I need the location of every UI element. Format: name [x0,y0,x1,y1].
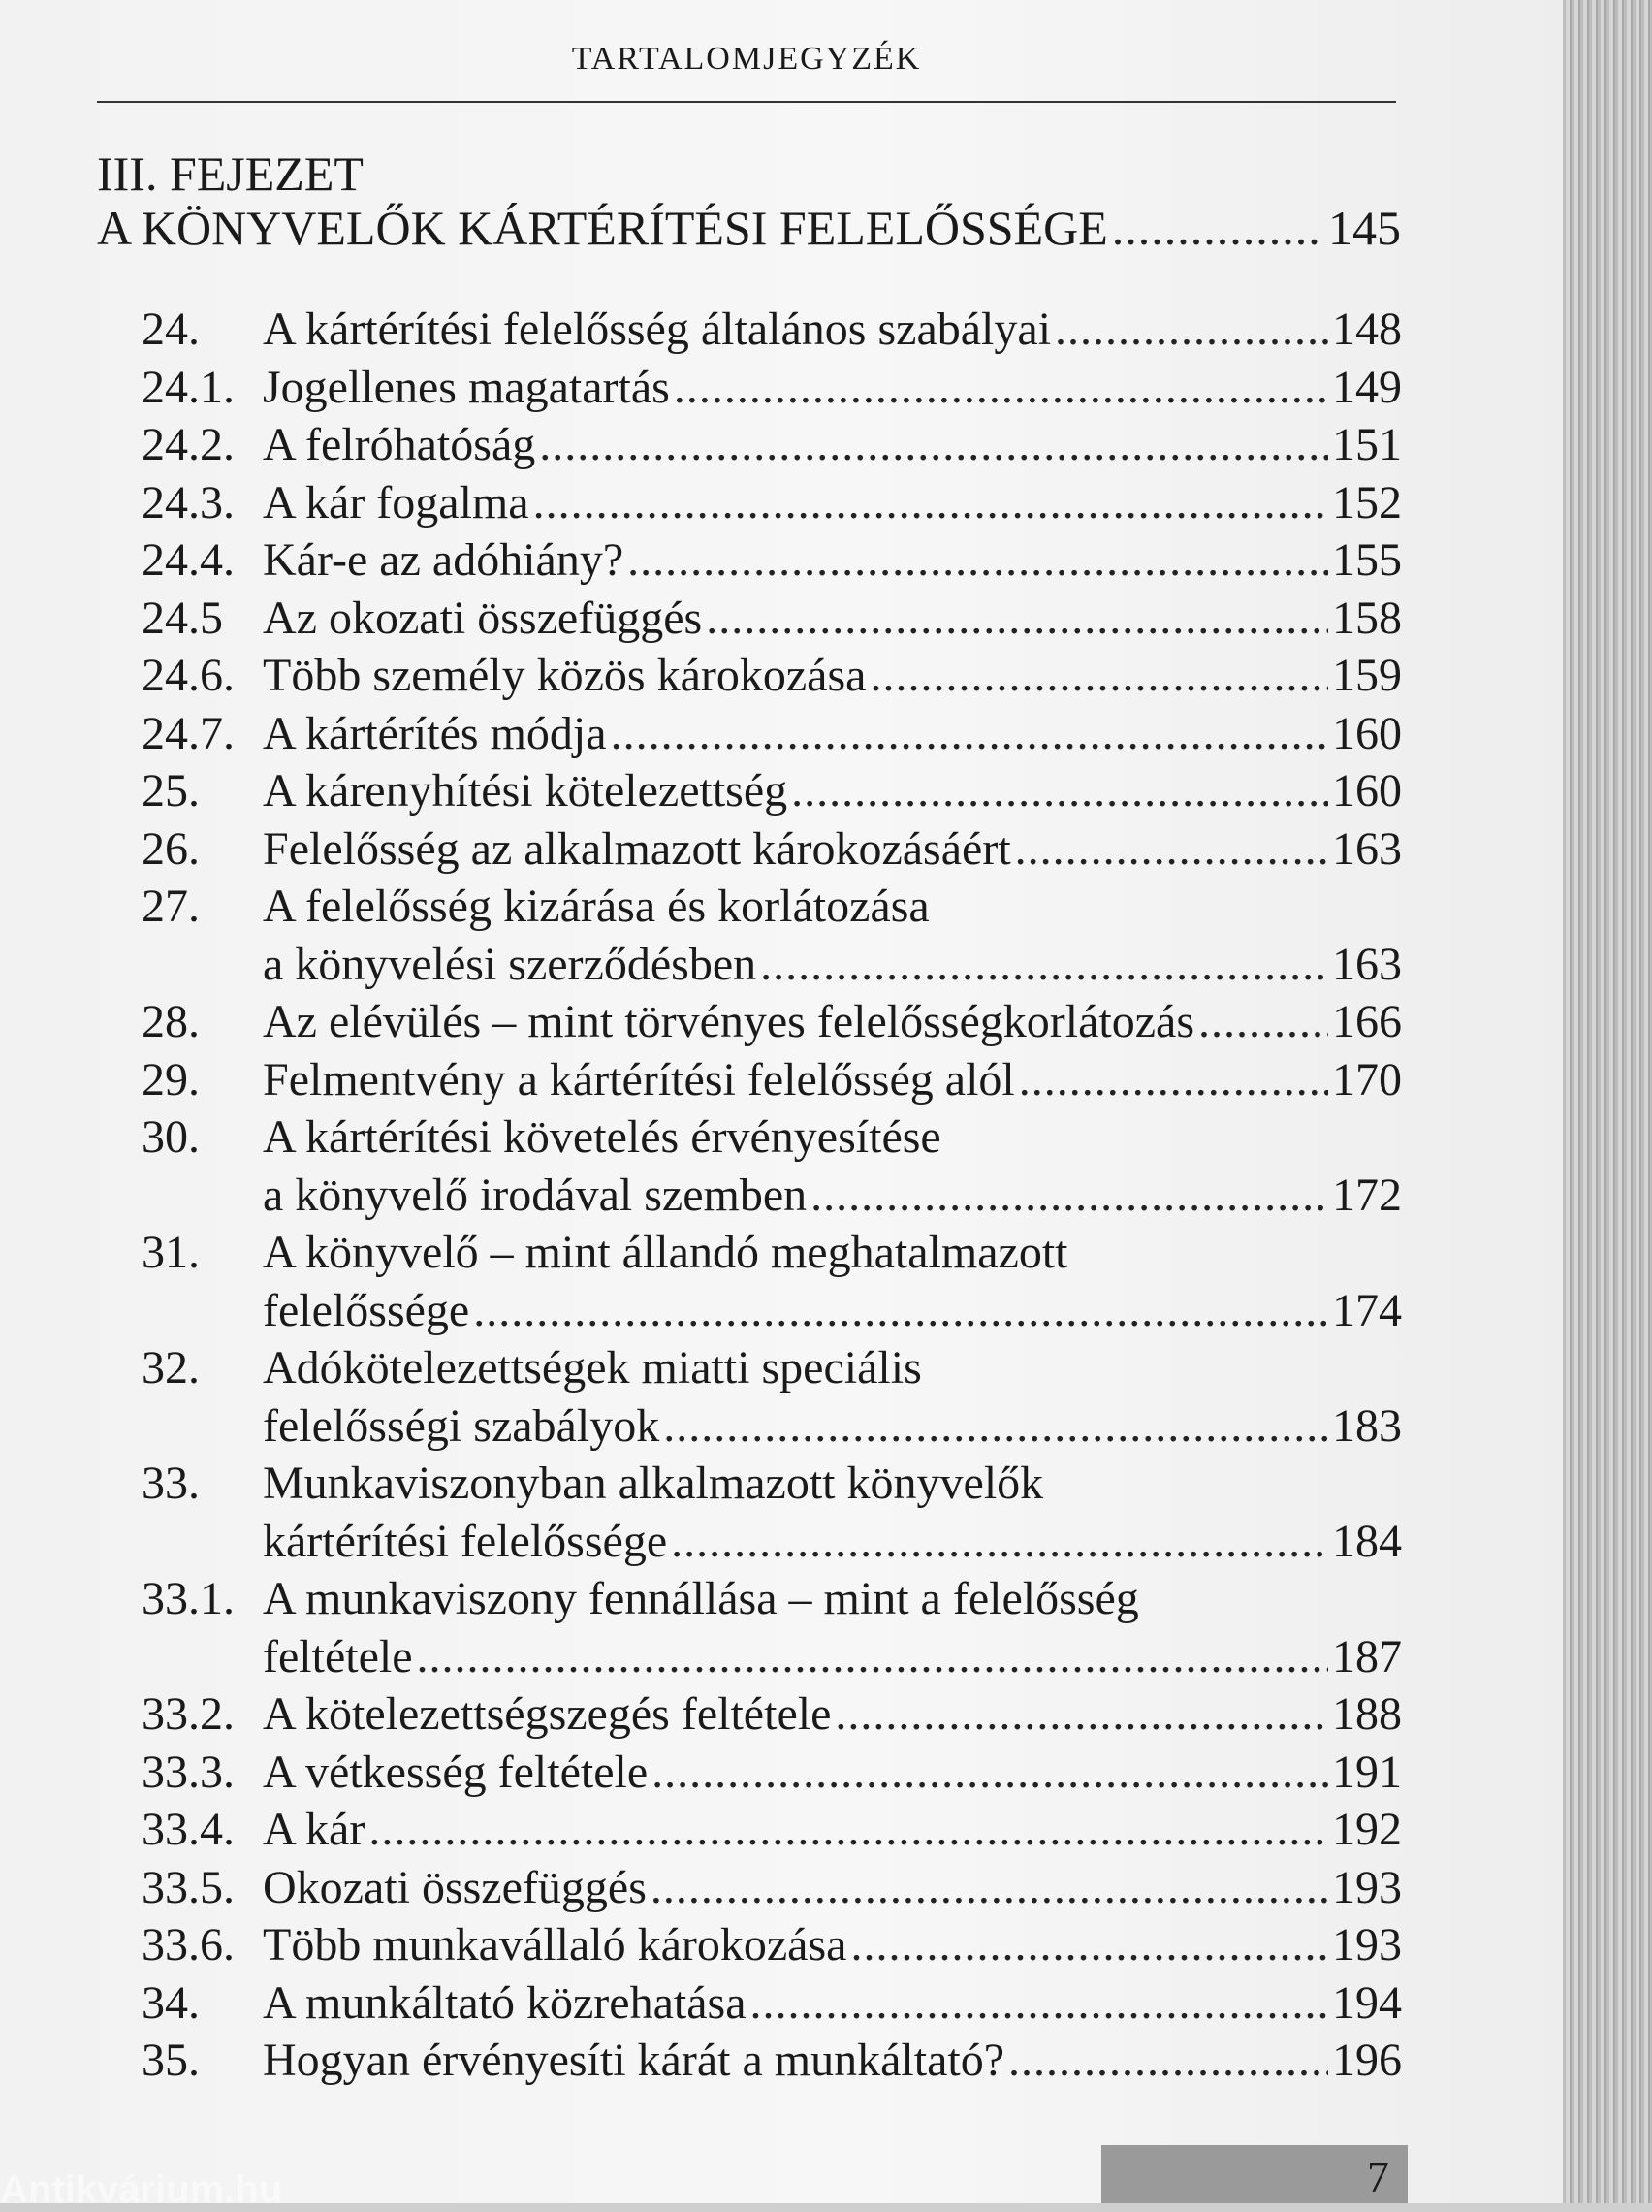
toc-entry-line [263,1974,1402,2033]
toc-entry-number: 30. [142,1111,200,1163]
toc-entry-title: Munkaviszonyban alkalmazott könyvelők [263,1458,1044,1509]
toc-entry [142,1801,1402,1859]
toc-entry-line [263,416,1402,474]
dot-leader [417,1628,1328,1686]
toc-entry-line [263,1051,1402,1109]
toc-entry-line [263,301,1402,359]
toc-entry [142,474,1402,532]
dot-leader [1015,820,1328,879]
toc-entry-line [263,1859,1402,1917]
toc-entry-line [263,2032,1402,2090]
toc-entry-line [263,1685,1402,1744]
toc-entry [142,705,1402,763]
toc-entry-page-number: 194 [1332,1977,1402,2029]
toc-entry-number: 24.7. [142,708,235,759]
toc-entry-title: Hogyan érvényesíti kárát a munkáltató? [263,2035,1005,2086]
toc-entry-number: 24.5 [142,593,223,644]
toc-entry-line [263,878,1402,936]
toc-entry-line [263,474,1402,532]
toc-entry [142,416,1402,474]
page-edges [1563,0,1652,2203]
toc-entry-number: 32. [142,1342,200,1394]
toc-entry-number: 29. [142,1054,200,1106]
toc-entry-page-number: 187 [1332,1631,1402,1683]
toc-entry-number: 33.4. [142,1804,235,1855]
chapter-page-number: 145 [1328,201,1401,255]
toc-entry-page-number: 183 [1332,1400,1402,1452]
toc-entry-line [263,1513,1402,1571]
toc-entry [142,1051,1402,1109]
toc-entry-number: 33.1. [142,1573,235,1624]
dot-leader [870,647,1328,705]
footer-page-number: 7 [1367,2152,1389,2201]
chapter-label: III. FEJEZET [97,146,364,201]
toc-entry [142,647,1402,705]
toc-entry [142,590,1402,648]
dot-leader [850,1916,1328,1974]
toc-entry [142,1108,1402,1224]
toc-entry-title: A kártérítési felelősség általános szabályai [263,304,1052,355]
toc-entry-page-number: 170 [1332,1054,1402,1106]
dot-leader [1198,993,1328,1051]
toc-entry-number: 24.3. [142,477,235,529]
dot-leader [791,762,1328,820]
toc-entry-page-number: 155 [1332,534,1402,586]
toc-entry-page-number: 191 [1332,1747,1402,1798]
toc-entry [142,1744,1402,1802]
dot-leader [810,1167,1328,1225]
dot-leader [1008,2032,1328,2090]
toc-entry-number: 33.3. [142,1747,235,1798]
dot-leader [651,1859,1328,1917]
toc-entry-line [263,1108,1402,1167]
toc-entry-title: A kötelezettségszegés feltétele [263,1688,832,1740]
dot-leader [651,1744,1328,1802]
footer-page-box [1101,2145,1408,2203]
toc-entry-number: 35. [142,2035,200,2086]
toc-entry-title: A könyvelő – mint állandó meghatalmazott [263,1227,1068,1278]
toc-entry-title: A kár fogalma [263,477,529,529]
toc-entry-line [263,1455,1402,1513]
toc-entry [142,762,1402,820]
toc-entry-page-number: 174 [1332,1285,1402,1336]
toc-entry-line [263,1167,1402,1225]
toc-entry [142,1224,1402,1339]
toc-entry-page-number: 160 [1332,765,1402,817]
running-head: TARTALOMJEGYZÉK [571,41,922,77]
toc-entry-title: Jogellenes magatartás [263,362,670,413]
toc-entry-line [263,531,1402,590]
dot-leader [1112,200,1324,256]
dot-leader [760,936,1328,994]
toc-entry-title: Az elévülés – mint törvényes felelősségkorlátozás [263,996,1195,1047]
dot-leader [611,705,1328,763]
toc-entry-line [263,705,1402,763]
header-rule [97,101,1396,103]
toc-entry-line [263,993,1402,1051]
toc-entry-page-number: 188 [1332,1688,1402,1740]
toc-entry-line [263,647,1402,705]
dot-leader [663,1397,1328,1456]
toc-entry-number: 33.6. [142,1919,235,1971]
toc-entry [142,301,1402,359]
toc-entry-title: A felelősség kizárása és korlátozása [263,881,930,932]
toc-entry-number: 24.6. [142,650,235,701]
toc-entry-line [263,1570,1402,1628]
toc-entry [142,1974,1402,2033]
watermark: Antikvárium.hu [0,2168,283,2211]
toc-entry-title: Okozati összefüggés [263,1862,647,1913]
toc-entry [142,531,1402,590]
toc-entry-page-number: 166 [1332,996,1402,1047]
toc-entry [142,1339,1402,1455]
toc-entry-title: Az okozati összefüggés [263,593,703,644]
toc-entry-number: 33.5. [142,1862,235,1913]
toc-entry-title: a könyvelési szerződésben [263,939,757,990]
dot-leader [674,359,1328,417]
toc-entry-title: kártérítési felelőssége [263,1516,668,1567]
toc-entry-number: 28. [142,996,200,1047]
toc-entry-number: 25. [142,765,200,817]
toc-entry [142,1570,1402,1685]
toc-entry [142,2032,1402,2090]
toc-entry-title: Felmentvény a kártérítési felelősség alól [263,1054,1015,1106]
dot-leader [835,1685,1328,1744]
toc-entry-number: 24.4. [142,534,235,586]
toc-entry [142,1455,1402,1570]
toc-entry [142,878,1402,993]
toc-entry-line [263,1339,1402,1397]
chapter-title: A KÖNYVELŐK KÁRTÉRÍTÉSI FELELŐSSÉGE [97,201,1108,255]
toc-entry-number: 24. [142,304,200,355]
toc-entry-page-number: 163 [1332,939,1402,990]
dot-leader [750,1974,1329,2033]
toc-entry-line [263,1628,1402,1686]
toc-entry-number: 26. [142,823,200,875]
toc-entry-title: A kárenyhítési kötelezettség [263,765,788,817]
toc-entry-page-number: 160 [1332,708,1402,759]
toc-entry-line [263,762,1402,820]
toc-entry [142,1916,1402,1974]
toc-entry-number: 31. [142,1227,200,1278]
toc-entry-title: felelőssége [263,1285,470,1336]
chapter-title-line [97,200,1401,256]
toc-entry-page-number: 159 [1332,650,1402,701]
dot-leader [706,590,1328,648]
dot-leader [368,1801,1328,1859]
toc-entry-line [263,1744,1402,1802]
toc-entry-title: A kár [263,1804,365,1855]
toc-entry-line [263,1397,1402,1456]
toc-entry-number: 33.2. [142,1688,235,1740]
toc-entry-title: felelősségi szabályok [263,1400,660,1452]
toc-entry-number: 24.1. [142,362,235,413]
toc-entry-number: 33. [142,1458,200,1509]
toc-entry-line [263,936,1402,994]
toc-entry-page-number: 172 [1332,1170,1402,1221]
toc-entry-title: A vétkesség feltétele [263,1747,649,1798]
toc-entry-line [263,1916,1402,1974]
toc-entry-title: Felelősség az alkalmazott károkozásáért [263,823,1011,875]
dot-leader [627,531,1328,590]
dot-leader [539,416,1328,474]
toc-entry-title: Több személy közös károkozása [263,650,867,701]
toc-entry-title: A munkaviszony fennállása – mint a felelősség [263,1573,1139,1624]
toc-entry [142,1685,1402,1744]
toc-entry-page-number: 163 [1332,823,1402,875]
toc-entry-line [263,820,1402,879]
toc-entry-page-number: 158 [1332,593,1402,644]
toc-entry-title: feltétele [263,1631,413,1683]
dot-leader [1019,1051,1328,1109]
toc-entry-title: a könyvelő irodával szemben [263,1170,808,1221]
toc-entry-page-number: 193 [1332,1919,1402,1971]
toc-entry-title: Kár-e az adóhiány? [263,534,624,586]
toc-entry-number: 24.2. [142,419,235,470]
toc-entry-page-number: 152 [1332,477,1402,529]
toc-entry-page-number: 193 [1332,1862,1402,1913]
toc-entry-title: A kártérítési követelés érvényesítése [263,1111,941,1163]
toc-entry-number: 34. [142,1977,200,2029]
toc-entry [142,820,1402,879]
dot-leader [473,1282,1328,1340]
toc-entry [142,993,1402,1051]
toc-entry-page-number: 149 [1332,362,1402,413]
dot-leader [1055,301,1328,359]
toc-entry-page-number: 192 [1332,1804,1402,1855]
toc-entry-line [263,590,1402,648]
toc-entry-title: A munkáltató közrehatása [263,1977,747,2029]
toc-entry-title: A felróhatóság [263,419,536,470]
toc-entry-title: Adókötelezettségek miatti speciális [263,1342,922,1394]
toc-entry [142,359,1402,417]
toc-entry-page-number: 196 [1332,2035,1402,2086]
dot-leader [533,474,1328,532]
toc-entry-page-number: 151 [1332,419,1402,470]
toc-entry-line [263,1282,1402,1340]
toc-entry-line [263,359,1402,417]
toc-entry [142,1859,1402,1917]
toc-entry-title: A kártérítés módja [263,708,607,759]
toc-entry-page-number: 184 [1332,1516,1402,1567]
dot-leader [671,1513,1328,1571]
toc-entry-line [263,1801,1402,1859]
toc-entry-page-number: 148 [1332,304,1402,355]
toc-entry-line [263,1224,1402,1282]
toc-entry-title: Több munkavállaló károkozása [263,1919,847,1971]
toc-entry-number: 27. [142,881,200,932]
